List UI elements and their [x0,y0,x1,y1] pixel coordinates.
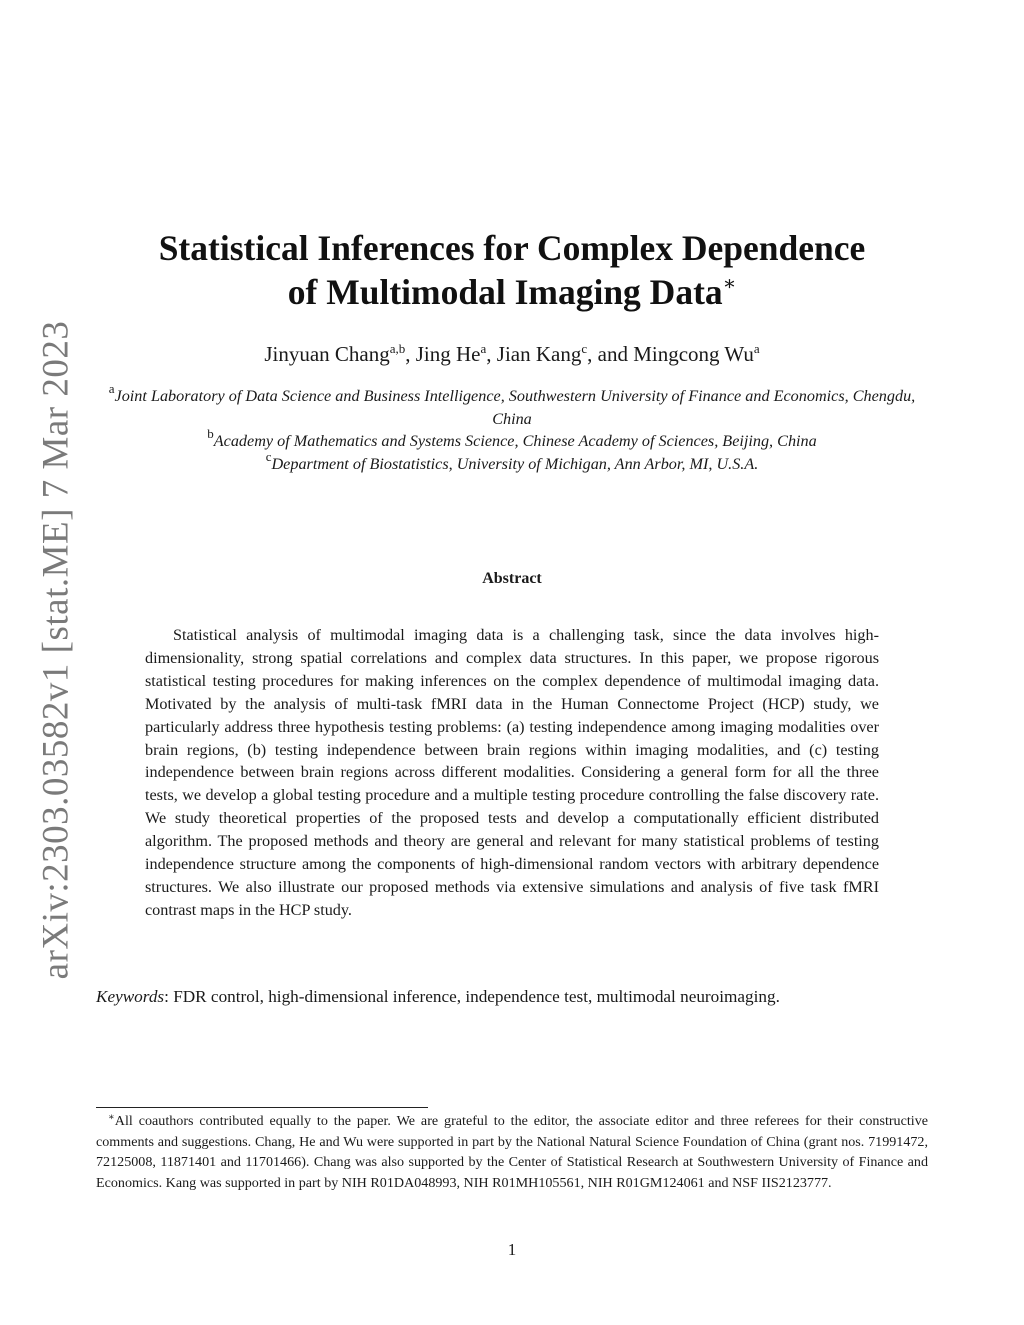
page-number: 1 [507,1240,517,1259]
keywords-paragraph [96,985,928,1009]
author-name: Jinyuan Chang [264,342,390,366]
author-separator: , [486,342,497,366]
paper-title [96,226,928,314]
author-affil-sup: a [480,341,487,356]
affiliation-text: Department of Biostatistics, University of Michigan, Ann Arbor, MI, U.S.A. [271,454,759,473]
author-name: Jing He [415,342,481,366]
affiliation-list [96,381,928,475]
affiliation-c [96,448,928,476]
footnote-divider [96,1107,428,1108]
keywords-label: Keywords [96,987,165,1006]
affiliation-marker: a [108,381,115,396]
affiliation-text: Academy of Mathematics and Systems Science, Chinese Academy of Sciences, Beijing, China [213,432,817,450]
affiliation-text: Joint Laboratory of Data Science and Business Intelligence, Southwestern University of Finance and Economics, Chengdu, China [114,387,916,428]
author-name: Mingcong Wu [633,342,754,366]
author-affil-sup: a [753,341,760,356]
abstract-body: Statistical analysis of multimodal imaging data is a challenging task, since the data involves high-dimensionality, strong spatial correlations and complex data structures. In this paper, we propose rigorous statistical testing procedures for making inferences on the complex dependence of multimodal imaging data. Motivated by the analysis of multi-task fMRI data in the Human Connectome Project (HCP) study, we particularly address three hypothesis testing problems: (a) testing independence among imaging modalities over brain regions, (b) testing independence between brain regions within imaging modalities, and (c) testing independence between brain regions across different modalities. Considering a general form for all the three tests, we develop a global testing procedure and a multiple testing procedure controlling the false discovery rate. We study theoretical properties of the proposed tests and develop a computationally efficient distributed algorithm. The proposed methods and theory are general and relevant for many statistical problems of testing independence structure among the components of high-dimensional random vectors with arbitrary dependence structures. We also illustrate our proposed methods via extensive simulations and analysis of five task fMRI contrast maps in the HCP study. [145,626,879,919]
affiliation-marker: b [207,426,214,441]
author-separator: , [405,342,416,366]
author-list [96,340,928,368]
title-line-2: of Multimodal Imaging Data [287,272,723,312]
author-affil-sup: c [581,341,588,356]
footnote [96,1111,928,1193]
title-line-1: Statistical Inferences for Complex Dependence [158,228,866,268]
keywords-text: FDR control, high-dimensional inference, independence test, multimodal neuroimaging. [168,987,780,1006]
affiliation-b [96,426,928,453]
arxiv-identifier-stamp: arXiv:2303.03582v1 [stat.ME] 7 Mar 2023 [35,320,77,980]
abstract-heading: Abstract [482,570,542,587]
keywords-colon: : [164,987,169,1006]
author-affil-sup: a,b [389,341,406,356]
footnote-text: All coauthors contributed equally to the paper. We are grateful to the editor, the associate editor and three referees for their constructive comments and suggestions. Chang, He and Wu were supported in part by the National Natural Science Foundation of China (grant nos. 71991472, 72125008, 11871401 and 11701466). Chang was also supported by the Center of Statistical Research at Southwestern University of Finance and Economics. Kang was supported in part by NIH R01DA048993, NIH R01MH105561, NIH R01GM124061 and NSF IIS2123777. [96,1113,928,1191]
footnote-marker: ∗ [108,1112,115,1123]
title-footnote-marker: ∗ [722,273,737,295]
affiliation-a [96,381,928,430]
author-name: Jian Kang [496,342,582,366]
author-separator: , and [587,342,634,366]
affiliation-marker: c [265,448,272,464]
